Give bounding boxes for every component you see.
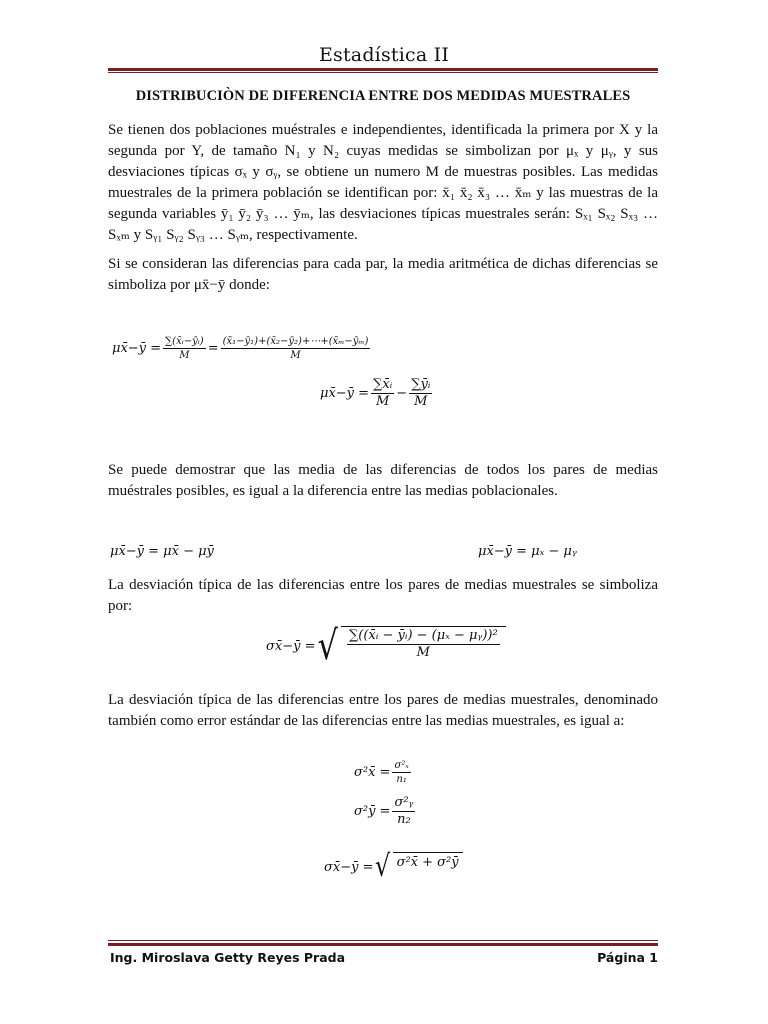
fraction-denominator: M <box>179 350 190 361</box>
fraction-denominator: M <box>414 394 428 410</box>
radical-sign: √ <box>318 623 339 669</box>
formula-lhs: μx̄−ȳ = <box>320 386 370 402</box>
formula-standard-error <box>324 849 463 884</box>
footer-page-number: Página 1 <box>597 950 658 965</box>
fraction-numerator: ∑x̄ᵢ <box>371 378 394 394</box>
formula-mean-difference-sums <box>320 378 434 410</box>
header-rule-thin <box>108 72 658 73</box>
paragraph-standard-error: La desviación típica de las diferencias entre los pares de medias muestrales, denominado también como error estándar de las diferencias entre las medias muestrales, es igual a: <box>108 692 658 729</box>
fraction <box>371 378 394 410</box>
formula-lhs: σx̄−ȳ = <box>266 638 316 654</box>
radicand <box>341 626 506 666</box>
fraction-numerator: ∑((x̄ᵢ − ȳᵢ) − (μₓ − μᵧ))² <box>347 629 500 645</box>
formula-mean-equality-left: μx̄−ȳ = μx̄ − μȳ <box>110 544 214 559</box>
formula-lhs: σ²x̄ = <box>354 765 391 780</box>
fraction-denominator: n₂ <box>397 812 411 828</box>
formula-std-deviation <box>266 623 506 669</box>
square-root <box>373 849 462 884</box>
fraction-numerator: ∑ȳᵢ <box>409 378 432 394</box>
paragraph-intro: Se tienen dos poblaciones muéstrales e independientes, identificada la primera por X y la segunda por Y, de tamaño N₁ y N₂ cuyas medidas se simbolizan por μₓ y μᵧ, y sus desviaciones típicas σₓ y σᵧ, se obtiene un numero M de muestras posibles. Las medidas muestrales de la primera población se identifican por: x̄₁ x̄₂ x̄₃ … x̄ₘ y las muestras de la segunda variables ȳ₁ ȳ₂ ȳ₃ … ȳₘ, las desviaciones típicas muestrales serán: Sₓ₁ Sₓ₂ Sₓ₃ … Sₓₘ y Sᵧ₁ Sᵧ₂ Sᵧ₃ … Sᵧₘ, respectivamente. <box>108 122 658 243</box>
paragraph-differences: Si se consideran las diferencias para cada par, la media aritmética de dichas diferencias se simboliza por μx̄−ȳ donde: <box>108 256 658 293</box>
fraction <box>347 629 500 661</box>
paragraph-std-deviation: La desviación típica de las diferencias entre los pares de medias muestrales se simboliza por: <box>108 577 658 614</box>
formula-variance-y <box>354 796 417 828</box>
fraction <box>163 336 206 361</box>
header-rule <box>108 68 658 71</box>
formula-lhs: μx̄−ȳ = <box>112 341 162 356</box>
fraction-numerator: ∑(x̄ᵢ−ȳᵢ) <box>165 336 204 347</box>
fraction-denominator: M <box>290 350 301 361</box>
formula-mean-equality-right: μx̄−ȳ = μₓ − μᵧ <box>478 544 577 559</box>
minus-sign: − <box>396 386 408 402</box>
equals-sign: = <box>207 341 219 356</box>
formula-lhs: σx̄−ȳ = <box>324 859 374 875</box>
fraction-denominator: M <box>416 645 430 661</box>
fraction-numerator: σ²ᵧ <box>392 796 415 812</box>
radical-sign: √ <box>375 849 391 884</box>
fraction <box>392 796 415 828</box>
formula-mean-difference <box>112 336 372 361</box>
section-heading: DISTRIBUCIÒN DE DIFERENCIA ENTRE DOS MEDIDAS MUESTRALES <box>135 88 631 104</box>
fraction-denominator: n₁ <box>396 774 407 785</box>
fraction-numerator: (x̄₁−ȳ₁)+(x̄₂−ȳ₂)+⋯+(x̄ₘ−ȳₘ) <box>222 336 369 347</box>
formula-variance-x <box>354 760 413 785</box>
footer-rule-thin <box>108 940 658 941</box>
page-header-title: Estadística II <box>318 44 450 66</box>
radicand: σ²x̄ + σ²ȳ <box>393 852 463 882</box>
paragraph-demonstration: Se puede demostrar que las media de las diferencias de todos los pares de medias muéstrales posibles, es igual a la diferencia entre las medias poblacionales. <box>108 462 658 499</box>
fraction-numerator: σ²ₓ <box>394 760 409 771</box>
square-root <box>315 623 505 669</box>
footer-rule <box>108 943 658 946</box>
fraction <box>409 378 432 410</box>
fraction <box>221 336 371 361</box>
footer-author: Ing. Miroslava Getty Reyes Prada <box>110 950 346 965</box>
fraction-denominator: M <box>376 394 390 410</box>
formula-lhs: σ²ȳ = <box>354 804 391 820</box>
fraction <box>392 760 410 785</box>
